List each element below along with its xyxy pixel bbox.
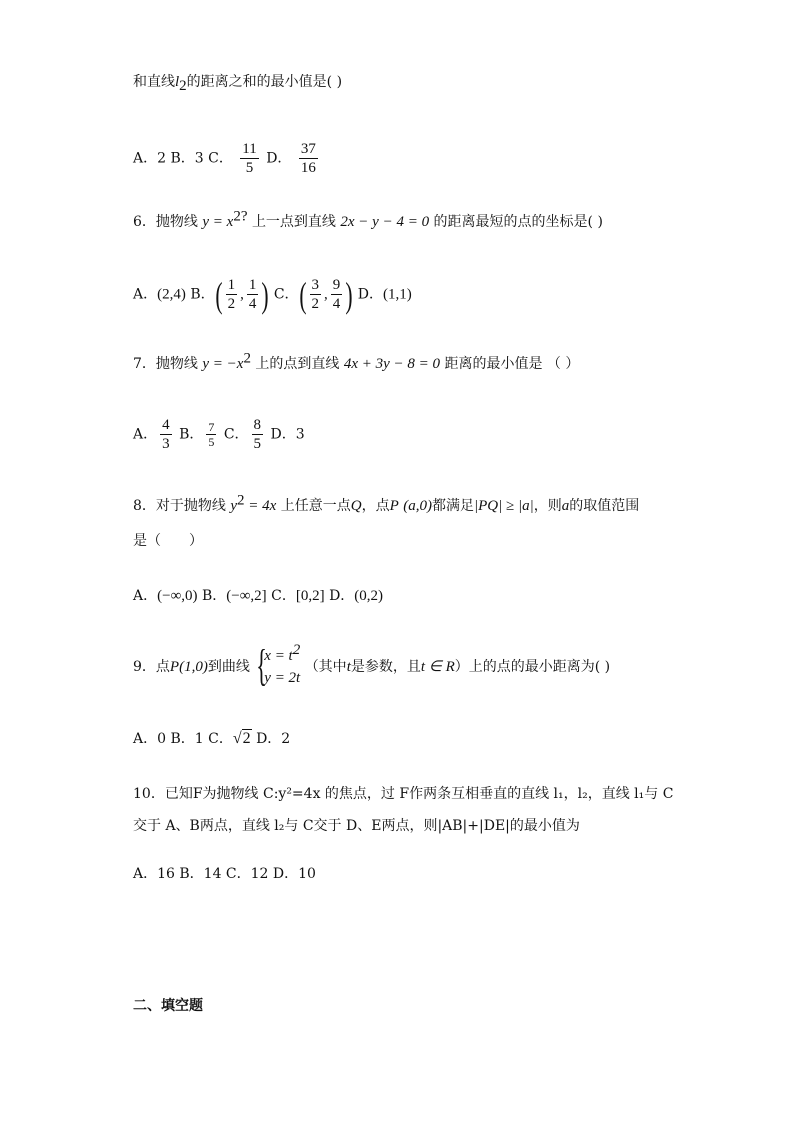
q8-stem-line2: 是（ ） xyxy=(133,533,203,549)
q5-options: A．2 B．3 C． $\frac{11}{5}$ D． $\frac{37}{16}$ xyxy=(133,141,316,176)
sqrt-symbol: √2 xyxy=(232,730,251,747)
q8-options: A．(−∞,0) B．(−∞,2] C．[0,2] D．(0,2) xyxy=(133,588,384,604)
q7-options: A． $\frac{4}{3}$ B． $\frac{7}{5}$ C． $\frac{8}{5}$ D．3 xyxy=(133,417,305,452)
q8-stem: 8．对于抛物线 $y^2 = 4x$ 上任意一点Q，点P (a,0)都满足|PQ| ≥ |a|，则a的取值范围 xyxy=(133,492,640,514)
section-heading: 二、填空题 xyxy=(133,998,203,1014)
q7-stem: 7．抛物线 $y = -x^2$ 上的点到直线 4x + 3y − 8 = 0 距离的最小值是 （ ） xyxy=(133,350,580,372)
q6-options: A．(2,4) B．( $\frac{1}{2}$ , $\frac{1}{4}$ ) C．( $\frac{3}{2}$ , $\frac{9}{4}$ ) D．(1,1) xyxy=(133,274,412,315)
parametric-system: { $x = t^2$ y = 2t xyxy=(256,641,301,690)
q10-stem: 10．已知F为抛物线 C:y²=4x 的焦点，过 F作两条互相垂直的直线 l₁，l₂，直线 l₁与 C xyxy=(133,786,674,802)
q6-stem: 6．抛物线 $y = x^{2?}$ 上一点到直线 2x − y − 4 = 0 的距离最短的点的坐标是( ) xyxy=(133,208,603,230)
q5-option-d-fraction: $\frac{37}{16}$ xyxy=(300,141,316,176)
q10-stem-line2: 交于 A、B两点，直线 l₂与 C交于 D、E两点，则|AB|+|DE|的最小值为 xyxy=(133,818,580,834)
q9-stem: 9．点P(1,0)到曲线 { $x = t^2$ y = 2t （其中t是参数，且t ∈ R）上的点的最小距离为( ) xyxy=(133,641,611,690)
q10-options: A．16 B．14 C．12 D．10 xyxy=(133,866,316,882)
q5-option-c-fraction: $\frac{11}{5}$ xyxy=(242,141,257,176)
q9-options: A．0 B．1 C．√2 D．2 xyxy=(133,730,291,747)
q5-stem: 和直线$l_2$的距离之和的最小值是( ) xyxy=(133,74,343,94)
